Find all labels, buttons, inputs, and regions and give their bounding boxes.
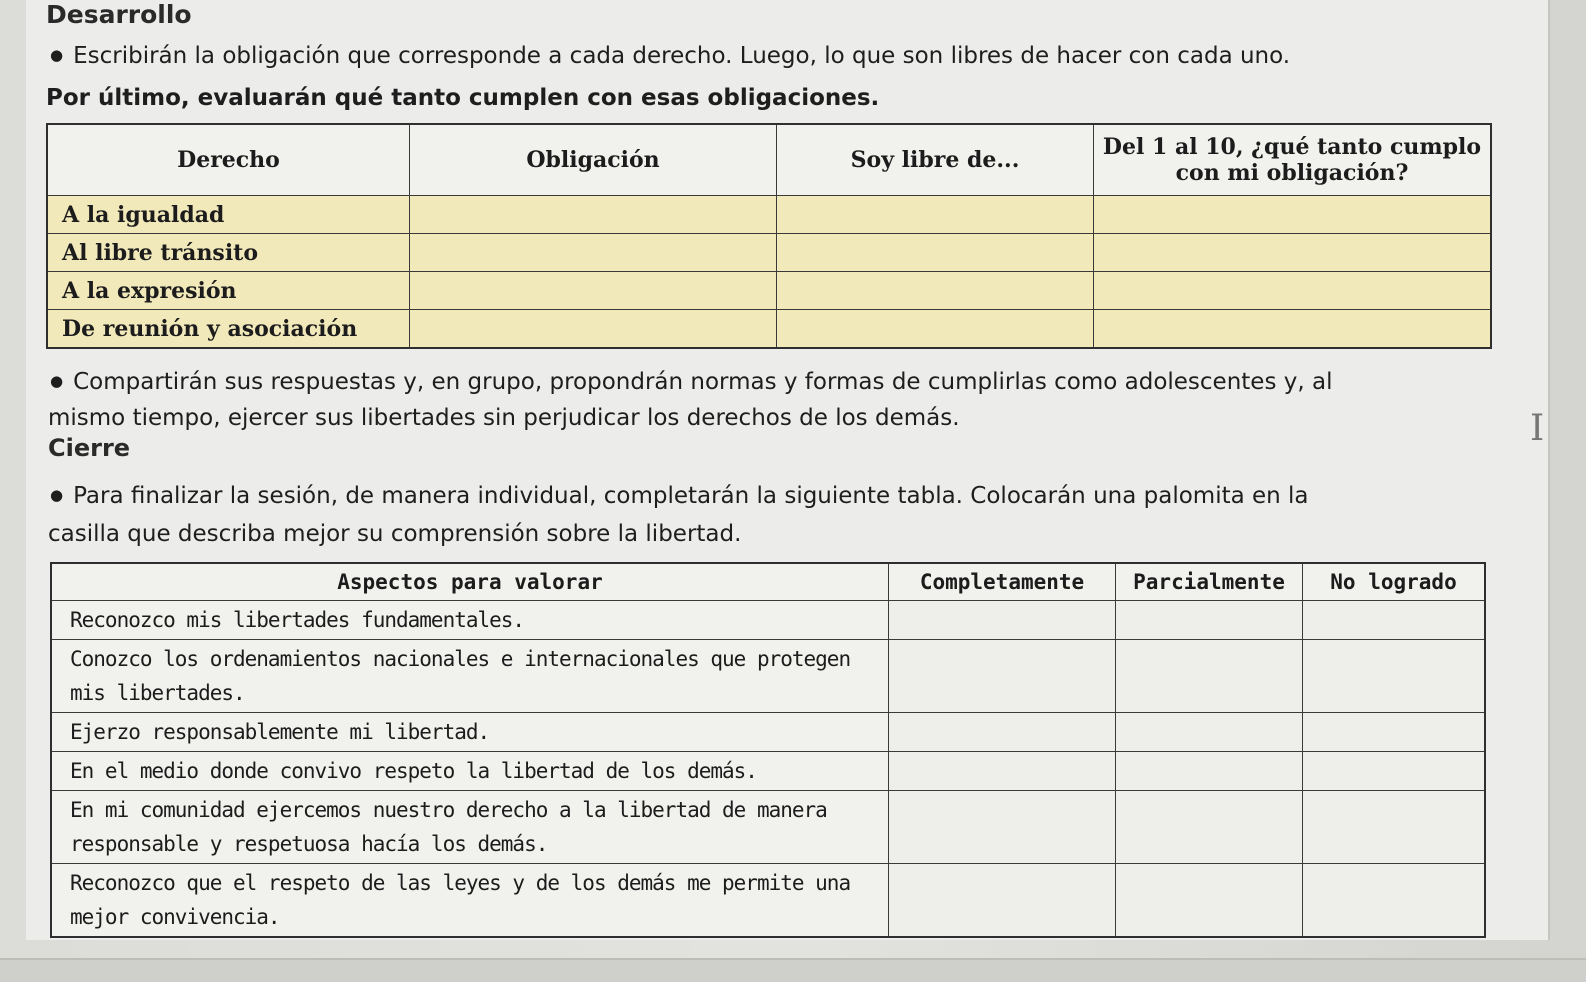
check-completamente[interactable] bbox=[889, 713, 1116, 752]
free-to-cell[interactable] bbox=[777, 196, 1094, 234]
aspect-text: Reconozco que el respeto de las leyes y de los demás me permite una mejor convivencia. bbox=[51, 864, 889, 938]
section-title-desarrollo: Desarrollo bbox=[46, 0, 192, 29]
check-no-logrado[interactable] bbox=[1303, 640, 1486, 713]
eval-header-parcialmente: Parcialmente bbox=[1116, 563, 1303, 601]
right-name: A la expresión bbox=[47, 272, 410, 310]
check-completamente[interactable] bbox=[889, 791, 1116, 864]
score-cell[interactable] bbox=[1094, 234, 1492, 272]
table-row bbox=[51, 713, 1485, 752]
table-row bbox=[51, 640, 1485, 713]
bottom-bar bbox=[0, 958, 1586, 982]
cierre-text-2: casilla que describa mejor su comprensión sobre la libertad. bbox=[48, 521, 742, 547]
check-completamente[interactable] bbox=[889, 640, 1116, 713]
desarrollo-instruction bbox=[50, 40, 1520, 75]
check-no-logrado[interactable] bbox=[1303, 601, 1486, 640]
table-row bbox=[51, 752, 1485, 791]
obligation-cell[interactable] bbox=[410, 196, 777, 234]
rights-header-obligacion: Obligación bbox=[410, 124, 777, 196]
rights-header-cumplo: Del 1 al 10, ¿qué tanto cumplo con mi obligación? bbox=[1094, 124, 1492, 196]
check-parcialmente[interactable] bbox=[1116, 601, 1303, 640]
right-name: De reunión y asociación bbox=[47, 310, 410, 349]
right-name: A la igualdad bbox=[47, 196, 410, 234]
bullet-icon bbox=[50, 483, 73, 509]
check-parcialmente[interactable] bbox=[1116, 713, 1303, 752]
desarrollo-text-2: Por último, evaluarán qué tanto cumplen con esas obligaciones. bbox=[46, 85, 880, 111]
evaluation-table bbox=[50, 562, 1486, 938]
check-no-logrado[interactable] bbox=[1303, 864, 1486, 938]
text-cursor-icon: I bbox=[1530, 408, 1545, 449]
score-cell[interactable] bbox=[1094, 272, 1492, 310]
eval-header-aspectos: Aspectos para valorar bbox=[51, 563, 889, 601]
free-to-cell[interactable] bbox=[777, 310, 1094, 349]
check-completamente[interactable] bbox=[889, 601, 1116, 640]
bullet-icon bbox=[50, 369, 73, 395]
compartir-instruction bbox=[50, 366, 1520, 401]
right-name: Al libre tránsito bbox=[47, 234, 410, 272]
table-row bbox=[47, 272, 1491, 310]
rights-header-derecho: Derecho bbox=[47, 124, 410, 196]
check-no-logrado[interactable] bbox=[1303, 791, 1486, 864]
table-row bbox=[47, 196, 1491, 234]
check-no-logrado[interactable] bbox=[1303, 713, 1486, 752]
aspect-text: Conozco los ordenamientos nacionales e internacionales que protegen mis libertades. bbox=[51, 640, 889, 713]
section-title-cierre: Cierre bbox=[48, 434, 131, 462]
table-row bbox=[51, 791, 1485, 864]
desarrollo-text-1: Escribirán la obligación que corresponde a cada derecho. Luego, lo que son libres de hacer con cada uno. bbox=[73, 43, 1291, 69]
check-completamente[interactable] bbox=[889, 752, 1116, 791]
rights-header-libre: Soy libre de... bbox=[777, 124, 1094, 196]
check-parcialmente[interactable] bbox=[1116, 752, 1303, 791]
free-to-cell[interactable] bbox=[777, 272, 1094, 310]
check-parcialmente[interactable] bbox=[1116, 640, 1303, 713]
compartir-text-1: Compartirán sus respuestas y, en grupo, propondrán normas y formas de cumplirlas como adolescentes y, al bbox=[73, 369, 1333, 395]
eval-header-completamente: Completamente bbox=[889, 563, 1116, 601]
check-parcialmente[interactable] bbox=[1116, 864, 1303, 938]
table-row bbox=[47, 234, 1491, 272]
score-cell[interactable] bbox=[1094, 196, 1492, 234]
score-cell[interactable] bbox=[1094, 310, 1492, 349]
bullet-icon bbox=[50, 43, 73, 69]
eval-header-no-logrado: No logrado bbox=[1303, 563, 1486, 601]
cierre-text-1: Para finalizar la sesión, de manera individual, completarán la siguiente tabla. Colocarán una palomita en la bbox=[73, 483, 1309, 509]
check-parcialmente[interactable] bbox=[1116, 791, 1303, 864]
table-row bbox=[47, 310, 1491, 349]
table-row bbox=[51, 864, 1485, 938]
check-no-logrado[interactable] bbox=[1303, 752, 1486, 791]
check-completamente[interactable] bbox=[889, 864, 1116, 938]
obligation-cell[interactable] bbox=[410, 310, 777, 349]
cierre-instruction bbox=[50, 480, 1520, 515]
obligation-cell[interactable] bbox=[410, 272, 777, 310]
aspect-text: Ejerzo responsablemente mi libertad. bbox=[51, 713, 889, 752]
obligation-cell[interactable] bbox=[410, 234, 777, 272]
compartir-text-2: mismo tiempo, ejercer sus libertades sin perjudicar los derechos de los demás. bbox=[48, 405, 960, 431]
aspect-text: En el medio donde convivo respeto la libertad de los demás. bbox=[51, 752, 889, 791]
table-row bbox=[51, 601, 1485, 640]
aspect-text: Reconozco mis libertades fundamentales. bbox=[51, 601, 889, 640]
aspect-text: En mi comunidad ejercemos nuestro derecho a la libertad de manera responsable y respetuosa hacía los demás. bbox=[51, 791, 889, 864]
rights-table bbox=[46, 123, 1492, 349]
free-to-cell[interactable] bbox=[777, 234, 1094, 272]
